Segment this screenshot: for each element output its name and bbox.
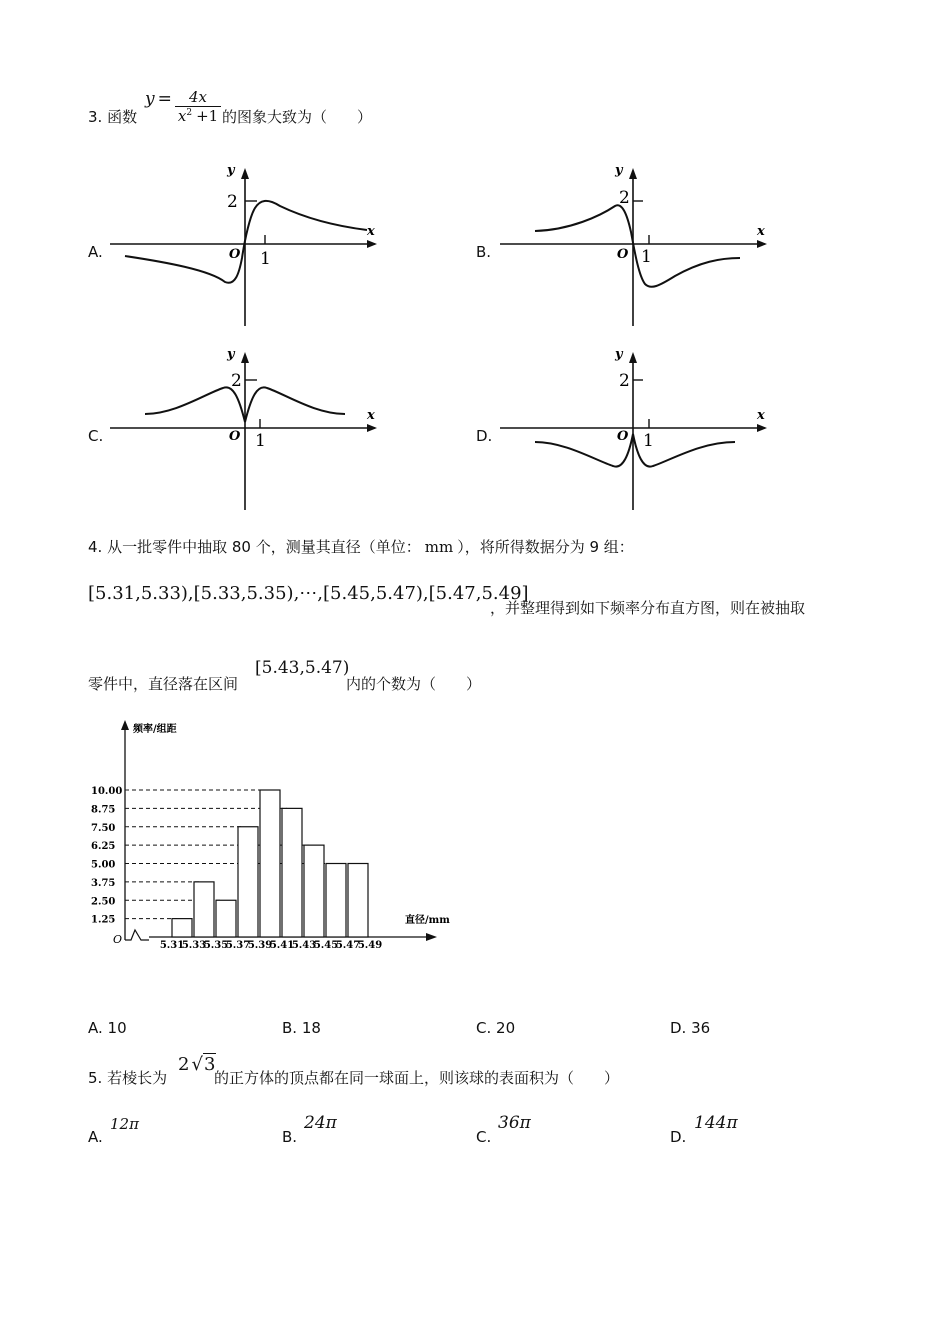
y-two-label: 2 (619, 371, 630, 391)
q3-formula-y: y (145, 89, 155, 109)
hist-bar-0 (172, 919, 192, 937)
hist-bar-1 (194, 882, 214, 937)
x-one-label: 1 (643, 431, 654, 451)
hist-origin: O (113, 933, 123, 946)
q3-option-b-label[interactable]: B. (476, 243, 492, 261)
q3-graph-b[interactable] (495, 158, 785, 333)
q3-number: 3. (88, 108, 103, 126)
q5-option-c-value: 36π (498, 1113, 531, 1133)
hist-y-tick-4: 5.00 (91, 859, 116, 871)
q3-den-rest: +1 (196, 106, 219, 125)
x-axis-label: x (367, 408, 375, 423)
q5-option-b-value: 24π (304, 1113, 337, 1133)
q4-option-b[interactable] (282, 1019, 321, 1037)
hist-x-tick-0: 5.31 (159, 940, 185, 951)
y-axis-arrow-icon (629, 168, 637, 179)
hist-y-arrow-icon (121, 720, 129, 730)
q5-lead: 若棱长为 (107, 1069, 168, 1087)
hist-x-tick-6: 5.43 (291, 940, 317, 951)
hist-x-tick-7: 5.45 (313, 940, 339, 951)
curve (535, 205, 740, 287)
q3-den-sup: 2 (186, 107, 193, 118)
hist-y-tick-2: 7.50 (91, 822, 116, 834)
hist-x-label: 直径/mm (405, 915, 450, 926)
hist-axis-break (125, 930, 149, 940)
x-one-label: 1 (641, 247, 652, 267)
q4-line3-b: 内的个数为（ ） (346, 675, 482, 693)
y-two-label: 2 (231, 371, 242, 391)
hist-bar-7 (326, 864, 346, 938)
hist-x-tick-3: 5.37 (225, 940, 251, 951)
x-one-label: 1 (260, 249, 271, 269)
q4-number: 4. (88, 538, 103, 556)
q4-interval: [5.43,5.47) (255, 658, 350, 678)
y-axis-label: y (227, 163, 235, 178)
y-axis-label: y (615, 347, 623, 362)
hist-bar-8 (348, 864, 368, 938)
q5-number: 5. (88, 1069, 103, 1087)
q4-option-b-label: B. (282, 1019, 298, 1037)
hist-y-tick-1: 8.75 (91, 804, 116, 816)
q4-histogram (91, 712, 450, 957)
q5-edge-root: 3 (203, 1054, 216, 1075)
q4-option-d-value: 36 (691, 1019, 711, 1037)
origin-label: O (617, 429, 629, 444)
q3-tail: 的图象大致为（ ） (222, 108, 373, 126)
hist-y-tick-5: 3.75 (91, 877, 116, 889)
q3-graph-a[interactable] (105, 158, 395, 333)
q4-option-c-label: C. (476, 1019, 492, 1037)
q4-line1 (88, 536, 634, 557)
q5-option-a-value: 12π (110, 1115, 139, 1133)
q5-option-b-label[interactable]: B. (282, 1128, 298, 1146)
hist-x-tick-9: 5.49 (357, 940, 383, 951)
origin-label: O (229, 429, 241, 444)
q4-line1-b: ），将所得数据分为 9 组： (457, 538, 634, 556)
hist-y-tick-7: 1.25 (91, 914, 116, 926)
origin-label: O (229, 247, 241, 262)
q5-edge-length (178, 1054, 216, 1075)
hist-y-tick-0: 10.00 (91, 786, 123, 797)
x-axis-arrow-icon (757, 240, 767, 248)
hist-x-tick-8: 5.47 (335, 940, 361, 951)
q4-line3-a: 零件中，直径落在区间 (88, 675, 239, 693)
q4-option-b-value: 18 (301, 1019, 321, 1037)
x-axis-arrow-icon (367, 240, 377, 248)
q3-formula (145, 80, 221, 132)
q4-option-c-value: 20 (496, 1019, 516, 1037)
q5-tail: 的正方体的顶点都在同一球面上，则该球的表面积为（ ） (214, 1069, 620, 1087)
y-axis-arrow-icon (629, 352, 637, 363)
hist-y-tick-3: 6.25 (91, 841, 116, 853)
q4-line2-tail: ，并整理得到如下频率分布直方图，则在被抽取 (490, 599, 806, 617)
q5-option-c-label[interactable]: C. (476, 1128, 492, 1146)
q3-fraction (175, 88, 221, 125)
x-one-label: 1 (255, 431, 266, 451)
q4-option-a[interactable] (88, 1019, 127, 1037)
q3-lead: 函数 (107, 108, 138, 126)
q5-stem (88, 1067, 167, 1088)
q4-option-c[interactable] (476, 1019, 515, 1037)
q4-line1-a: 从一批零件中抽取 80 个，测量其直径（单位： (107, 538, 421, 556)
hist-x-arrow-icon (426, 933, 437, 941)
q3-stem (88, 106, 137, 127)
hist-x-tick-4: 5.39 (247, 940, 273, 951)
q3-option-c-label[interactable]: C. (88, 427, 104, 445)
x-axis-label: x (757, 224, 765, 239)
hist-x-tick-5: 5.41 (269, 940, 295, 951)
x-axis-arrow-icon (757, 424, 767, 432)
q5-option-d-value: 144π (694, 1113, 738, 1133)
q3-graph-d[interactable] (495, 342, 785, 517)
hist-bar-3 (238, 827, 258, 937)
q3-formula-eq: = (157, 89, 172, 109)
origin-label: O (617, 247, 629, 262)
hist-x-tick-2: 5.35 (203, 940, 229, 951)
q5-option-a-label[interactable]: A. (88, 1128, 103, 1146)
hist-bar-6 (304, 845, 324, 937)
curve (535, 434, 735, 467)
q4-unit: mm (424, 538, 454, 556)
y-axis-label: y (615, 163, 623, 178)
q4-option-d[interactable] (670, 1019, 710, 1037)
q4-intervals: [5.31,5.33),[5.33,5.35),⋯,[5.45,5.47),[5.47,5.49] (88, 583, 529, 604)
q4-option-a-label: A. (88, 1019, 103, 1037)
q3-graph-c[interactable] (105, 342, 395, 517)
q5-option-d-label[interactable]: D. (670, 1128, 687, 1146)
y-axis-arrow-icon (241, 168, 249, 179)
hist-bar-5 (282, 808, 302, 937)
q5-edge-coef: 2 (178, 1054, 190, 1075)
hist-bar-4 (260, 790, 280, 937)
y-axis-label: y (227, 347, 235, 362)
q3-fraction-numerator: 4x (175, 88, 221, 107)
q3-option-d-label[interactable]: D. (476, 427, 493, 445)
q3-den-x: x (177, 106, 187, 125)
y-two-label: 2 (619, 188, 630, 208)
curve (125, 201, 367, 283)
x-axis-label: x (757, 408, 765, 423)
q3-option-a-label[interactable]: A. (88, 243, 103, 261)
hist-y-tick-6: 2.50 (91, 896, 116, 908)
hist-x-tick-1: 5.33 (181, 940, 207, 951)
y-two-label: 2 (227, 192, 238, 212)
q4-option-a-value: 10 (107, 1019, 127, 1037)
x-axis-arrow-icon (367, 424, 377, 432)
hist-y-label: 频率/组距 (133, 724, 177, 735)
y-axis-arrow-icon (241, 352, 249, 363)
x-axis-label: x (367, 224, 375, 239)
q4-option-d-label: D. (670, 1019, 687, 1037)
sqrt-icon: √ (191, 1054, 203, 1075)
hist-bar-2 (216, 900, 236, 937)
